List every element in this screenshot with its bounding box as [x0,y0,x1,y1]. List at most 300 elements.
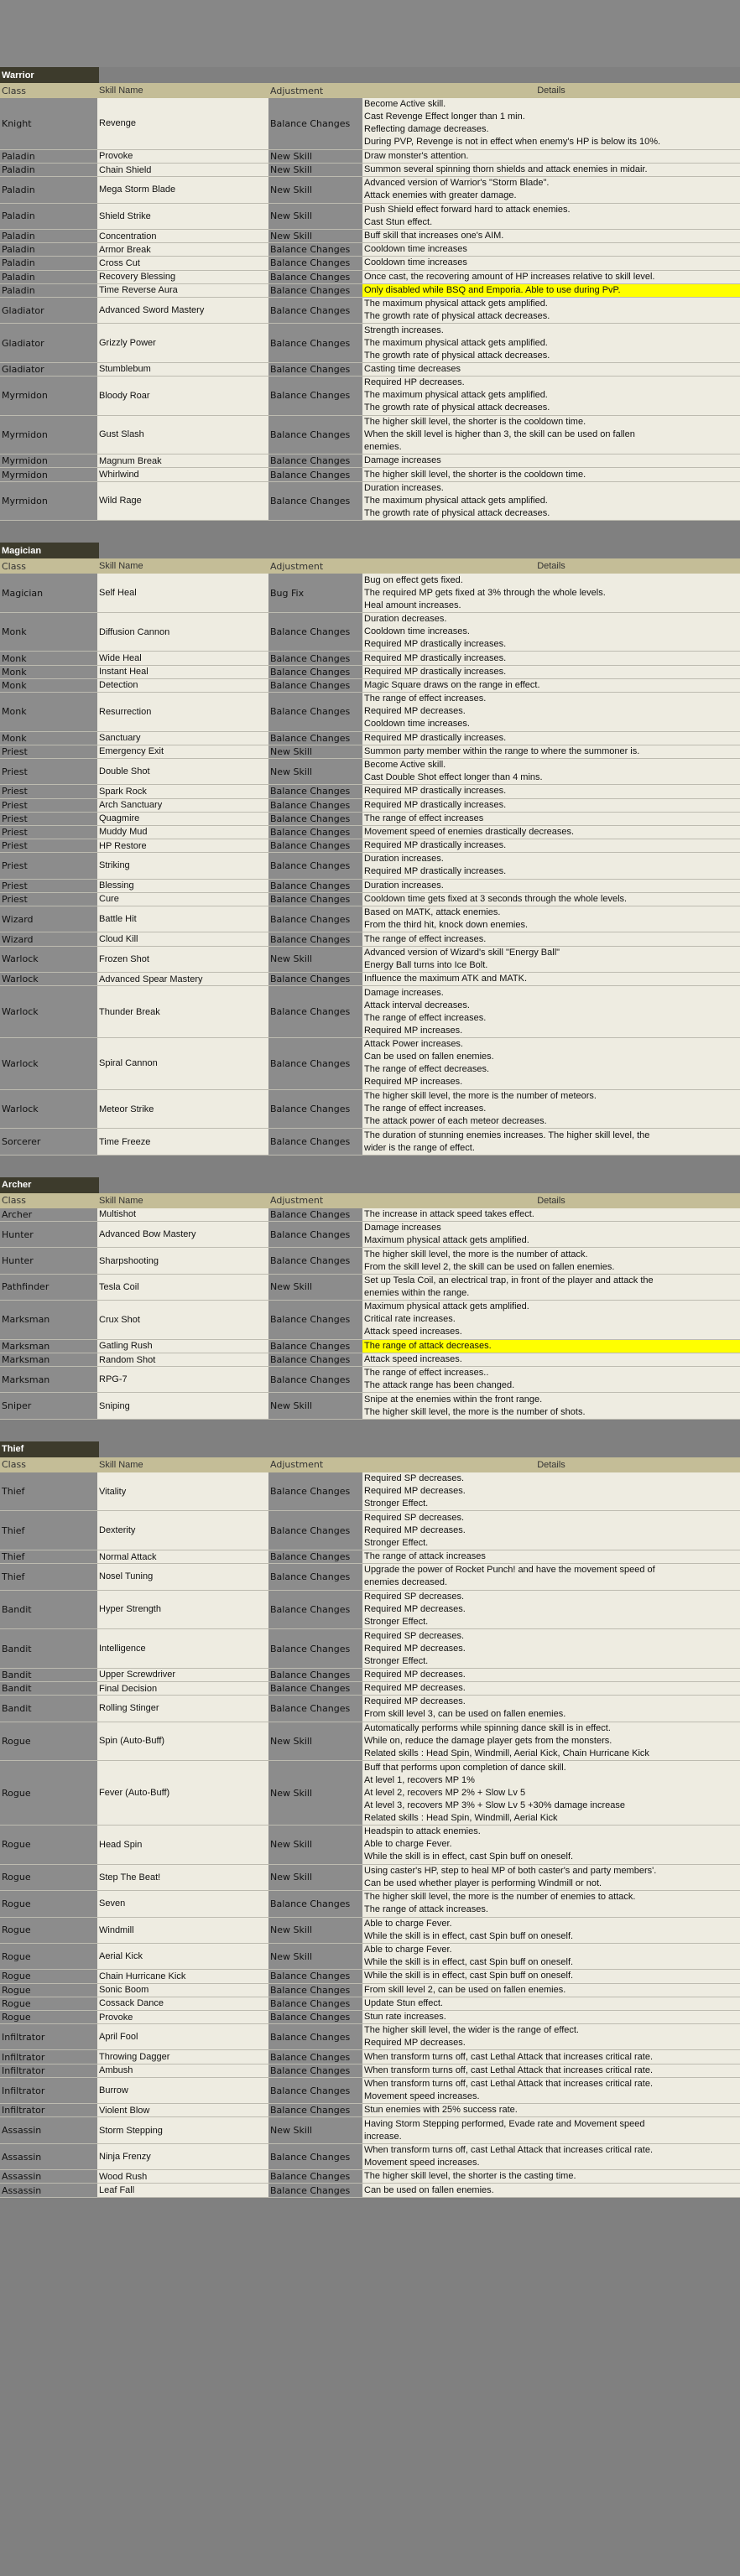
table-row [0,1301,740,1340]
details-cell [362,853,740,878]
table-row [0,693,740,732]
table-row [0,1826,740,1865]
class-cell: Wizard [0,932,97,945]
details-cell [362,377,740,415]
details-line: Cooldown time increases. [364,719,470,730]
skill-name-cell: Leaf Fall [97,2184,268,2196]
table-row [0,1944,740,1970]
details-line: Damage increases [364,455,441,466]
adjustment-cell: Balance Changes [268,799,362,812]
details-cell [362,257,740,269]
details-line: Related skills : Head Spin, Windmill, Aerial Kick, Chain Hurricane Kick [364,1748,649,1758]
details-cell [362,1918,740,1943]
section-bar-fill [99,1177,740,1193]
class-cell: Warlock [0,973,97,985]
details-cell [362,468,740,480]
adjustment-cell: New Skill [268,1944,362,1969]
details-cell [362,2064,740,2077]
table-row [0,1340,740,1353]
details-line: The higher skill level, the shorter is the cooldown time. [364,469,586,480]
class-cell: Assassin [0,2184,97,2196]
adjustment-cell: Balance Changes [268,785,362,797]
table-row [0,230,740,243]
class-cell: Myrmidon [0,416,97,454]
table-row [0,1761,740,1826]
skill-name-cell: Spark Rock [97,785,268,797]
details-line: The range of effect increases. [364,933,487,944]
table-row [0,932,740,946]
details-cell [362,1629,740,1668]
adjustment-cell: Balance Changes [268,482,362,521]
details-line: Movement speed increases. [364,2091,480,2102]
skill-name-cell: Instant Heal [97,666,268,678]
details-line: Cast Revenge Effect longer than 1 min. [364,112,525,122]
header-skill: Skill Name [97,1193,268,1208]
details-cell [362,2117,740,2142]
details-cell [362,98,740,149]
adjustment-cell: New Skill [268,947,362,972]
table-row [0,1891,740,1917]
class-cell: Warlock [0,1090,97,1129]
details-line: Duration increases. [364,854,444,865]
top-banner [0,0,740,67]
table-row [0,284,740,298]
skill-name-cell: Sanctuary [97,732,268,745]
details-cell [362,906,740,932]
class-cell: Warlock [0,947,97,972]
details-line: Stronger Effect. [364,1616,429,1627]
details-cell [362,893,740,906]
table-row [0,468,740,481]
skill-name-cell: Whirlwind [97,468,268,480]
details-line: Required MP drastically increases. [364,652,507,663]
details-line: Bug on effect gets fixed. [364,574,463,585]
details-line: Advanced version of Warrior's "Storm Blade". [364,178,550,189]
details-cell [362,652,740,664]
class-cell: Infiltrator [0,2050,97,2063]
table-row [0,1696,740,1722]
details-cell [362,1722,740,1761]
details-line: Can be used whether player is performing Windmill or not. [364,1877,602,1888]
table-row [0,2050,740,2064]
details-line: Required MP drastically increases. [364,666,507,677]
class-cell: Rogue [0,1970,97,1982]
details-line: Having Storm Stepping performed, Evade rate and Movement speed [364,2118,645,2129]
class-cell: Bandit [0,1682,97,1695]
details-line: Required SP decreases. [364,1473,465,1484]
skill-name-cell: Arch Sanctuary [97,799,268,812]
skill-name-cell: Bloody Roar [97,377,268,415]
skill-name-cell: Cross Cut [97,257,268,269]
header-adjustment: Adjustment [268,558,362,574]
details-cell [362,839,740,852]
details-line: Only disabled while BSQ and Emporia. Able to use during PvP. [364,284,621,295]
details-line: The range of effect decreases. [364,1064,489,1075]
adjustment-cell: Balance Changes [268,1301,362,1339]
table-header [0,558,740,574]
details-line: At level 2, recovers MP 2% + Slow Lv 5 [364,1787,526,1798]
details-cell [362,416,740,454]
details-cell [362,284,740,297]
class-cell: Myrmidon [0,468,97,480]
table-row [0,893,740,906]
class-cell: Priest [0,759,97,784]
details-cell [362,298,740,323]
adjustment-cell: Balance Changes [268,363,362,376]
skill-name-cell: Ninja Frenzy [97,2144,268,2169]
class-cell: Paladin [0,204,97,229]
class-cell: Assassin [0,2144,97,2169]
details-line: Required MP decreases. [364,706,466,717]
adjustment-cell: Balance Changes [268,1511,362,1550]
details-cell [362,1984,740,1997]
adjustment-cell: Balance Changes [268,813,362,825]
details-cell [362,574,740,612]
details-line: The growth rate of physical attack decreases. [364,402,550,413]
table-row [0,2144,740,2170]
skill-name-cell: Advanced Spear Mastery [97,973,268,985]
skill-name-cell: Seven [97,1891,268,1916]
section-spacer [0,1420,740,1441]
class-cell: Rogue [0,1826,97,1864]
adjustment-cell: Balance Changes [268,1984,362,1997]
adjustment-cell: Balance Changes [268,880,362,892]
class-cell: Gladiator [0,324,97,362]
adjustment-cell: Balance Changes [268,1129,362,1154]
skill-name-cell: Gatling Rush [97,1340,268,1353]
class-cell: Archer [0,1208,97,1221]
table-row [0,204,740,230]
table-row [0,1997,740,2011]
details-line: The higher skill level, the shorter is the casting time. [364,2171,576,2182]
class-cell: Paladin [0,230,97,242]
table-row [0,1722,740,1762]
header-adjustment: Adjustment [268,83,362,98]
header-class: Class [0,1457,97,1472]
class-cell: Monk [0,732,97,745]
class-cell: Bandit [0,1696,97,1721]
skill-name-cell: Upper Screwdriver [97,1669,268,1681]
table-row [0,1090,740,1130]
table-row [0,2078,740,2104]
adjustment-cell: New Skill [268,204,362,229]
details-line: Maximum physical attack gets amplified. [364,1235,529,1246]
adjustment-cell: Balance Changes [268,2011,362,2023]
adjustment-cell: New Skill [268,1865,362,1890]
details-cell [362,271,740,283]
adjustment-cell: Balance Changes [268,906,362,932]
details-line: Cooldown time increases. [364,626,470,637]
adjustment-cell: Balance Changes [268,243,362,256]
details-line: The increase in attack speed takes effect. [364,1208,534,1219]
details-line: Duration decreases. [364,614,447,625]
details-line: Cooldown time increases [364,257,467,268]
class-cell: Priest [0,785,97,797]
details-cell [362,2170,740,2183]
adjustment-cell: Balance Changes [268,2170,362,2183]
table-row [0,2184,740,2197]
adjustment-cell: New Skill [268,164,362,176]
header-class: Class [0,1193,97,1208]
details-line: Required MP drastically increases. [364,799,507,810]
details-line: At level 3, recovers MP 3% + Slow Lv 5 +30% damage increase [364,1800,626,1810]
adjustment-cell: New Skill [268,230,362,242]
details-cell [362,1301,740,1339]
skill-name-cell: Sonic Boom [97,1984,268,1997]
class-cell: Priest [0,813,97,825]
details-line: Cast Double Shot effect longer than 4 mins. [364,772,543,783]
details-line: The growth rate of physical attack decreases. [364,311,550,322]
table-row [0,1629,740,1669]
details-cell [362,1472,740,1511]
table-row [0,243,740,257]
skill-name-cell: Tesla Coil [97,1275,268,1300]
details-line: Required MP increases. [364,1025,463,1036]
class-cell: Rogue [0,1918,97,1943]
details-cell [362,164,740,176]
details-line: Stronger Effect. [364,1498,429,1509]
details-line: Attack interval decreases. [364,1000,470,1010]
details-cell [362,679,740,692]
table-row [0,1918,740,1944]
table-row [0,1550,740,1564]
class-cell: Myrmidon [0,454,97,467]
table-row [0,880,740,893]
skill-name-cell: Concentration [97,230,268,242]
skill-name-cell: Storm Stepping [97,2117,268,2142]
section-bar-fill [99,1441,740,1457]
details-line: The maximum physical attack gets amplified. [364,337,548,348]
class-cell: Priest [0,826,97,839]
adjustment-cell: Balance Changes [268,1891,362,1916]
skill-name-cell: Sniping [97,1393,268,1418]
details-line: Become Active skill. [364,99,446,110]
adjustment-cell: Balance Changes [268,986,362,1037]
skill-name-cell: Nosel Tuning [97,1564,268,1589]
details-line: Required MP decreases. [364,1524,466,1535]
table-row [0,826,740,839]
adjustment-cell: Bug Fix [268,574,362,612]
table-row [0,1353,740,1367]
details-line: Required MP decreases. [364,1603,466,1614]
skill-name-cell: Self Heal [97,574,268,612]
header-adjustment: Adjustment [268,1193,362,1208]
class-cell: Hunter [0,1248,97,1273]
details-line: enemies within the range. [364,1287,470,1298]
table-header [0,1193,740,1208]
section-spacer [0,1156,740,1177]
table-row [0,2024,740,2050]
details-line: Once cast, the recovering amount of HP increases relative to skill level. [364,271,655,282]
class-cell: Monk [0,613,97,652]
details-cell [362,1970,740,1982]
skill-name-cell: Muddy Mud [97,826,268,839]
skill-name-cell: Ambush [97,2064,268,2077]
table-row [0,1208,740,1222]
adjustment-cell: New Skill [268,1918,362,1943]
details-cell [362,1865,740,1890]
class-cell: Priest [0,799,97,812]
skill-name-cell: Advanced Bow Mastery [97,1222,268,1247]
skill-name-cell: Gust Slash [97,416,268,454]
skill-name-cell: Wild Rage [97,482,268,521]
details-line: When transform turns off, cast Lethal Attack that increases critical rate. [364,2145,654,2156]
skill-name-cell: Cossack Dance [97,1997,268,2010]
details-cell [362,745,740,758]
details-line: increase. [364,2131,402,2142]
header-skill: Skill Name [97,83,268,98]
details-line: Attack enemies with greater damage. [364,190,517,201]
details-cell [362,204,740,229]
details-cell [362,1129,740,1154]
details-line: Required MP decreases. [364,1683,466,1694]
skill-name-cell: Provoke [97,150,268,163]
adjustment-cell: Balance Changes [268,1090,362,1129]
skill-name-cell: Meteor Strike [97,1090,268,1129]
adjustment-cell: Balance Changes [268,1038,362,1089]
adjustment-cell: Balance Changes [268,1340,362,1353]
class-cell: Myrmidon [0,482,97,521]
adjustment-cell: Balance Changes [268,416,362,454]
skill-name-cell: Throwing Dagger [97,2050,268,2063]
details-line: While the skill is in effect, cast Spin buff on oneself. [364,1930,574,1941]
skill-name-cell: Spiral Cannon [97,1038,268,1089]
table-row [0,652,740,665]
class-cell: Paladin [0,243,97,256]
table-row [0,1129,740,1155]
header-adjustment: Adjustment [268,1457,362,1472]
class-cell: Rogue [0,1944,97,1969]
header-details: Details [362,1193,740,1208]
details-line: The range of attack increases. [364,1904,488,1915]
details-cell [362,732,740,745]
details-line: The duration of stunning enemies increases. The higher skill level, the [364,1130,650,1140]
adjustment-cell: Balance Changes [268,2104,362,2116]
details-line: The growth rate of physical attack decreases. [364,350,550,361]
details-line: From skill level 2, can be used on fallen enemies. [364,1984,566,1995]
skill-name-cell: Aerial Kick [97,1944,268,1969]
class-cell: Gladiator [0,363,97,376]
table-row [0,1393,740,1419]
skill-name-cell: Double Shot [97,759,268,784]
adjustment-cell: Balance Changes [268,1682,362,1695]
class-cell: Rogue [0,1984,97,1997]
details-line: The range of effect increases. [364,693,487,704]
adjustment-cell: Balance Changes [268,1669,362,1681]
details-line: Stun rate increases. [364,2012,446,2022]
details-line: The growth rate of physical attack decreases. [364,507,550,518]
adjustment-cell: Balance Changes [268,1353,362,1366]
adjustment-cell: Balance Changes [268,284,362,297]
table-row [0,613,740,652]
class-cell: Marksman [0,1301,97,1339]
details-cell [362,2184,740,2196]
details-line: Attack speed increases. [364,1327,462,1337]
details-line: Duration increases. [364,880,444,891]
adjustment-cell: Balance Changes [268,932,362,945]
details-line: When transform turns off, cast Lethal Attack that increases critical rate. [364,2051,654,2062]
section-bar-warrior [0,67,740,83]
table-row [0,1275,740,1301]
adjustment-cell: Balance Changes [268,98,362,149]
adjustment-cell: Balance Changes [268,468,362,480]
details-line: Able to charge Fever. [364,1918,452,1929]
details-line: The higher skill level, the more is the number of enemies to attack. [364,1892,636,1903]
details-line: Required MP decreases. [364,1643,466,1654]
details-line: When the skill level is higher than 3, the skill can be used on fallen [364,428,635,439]
details-line: Damage increases [364,1223,441,1233]
details-line: The maximum physical attack gets amplified. [364,390,548,401]
header-details: Details [362,558,740,574]
skill-name-cell: Crux Shot [97,1301,268,1339]
class-cell: Rogue [0,1865,97,1890]
class-cell: Infiltrator [0,2104,97,2116]
details-cell [362,693,740,731]
details-line: Based on MATK, attack enemies. [364,907,501,918]
details-cell [362,1208,740,1221]
details-cell [362,1696,740,1721]
details-cell [362,1826,740,1864]
adjustment-cell: Balance Changes [268,2064,362,2077]
skill-name-cell: Striking [97,853,268,878]
class-cell: Paladin [0,284,97,297]
adjustment-cell: Balance Changes [268,1564,362,1589]
details-line: Heal amount increases. [364,600,461,610]
details-line: Attack Power increases. [364,1039,463,1050]
adjustment-cell: Balance Changes [268,1472,362,1511]
details-line: While the skill is in effect, cast Spin buff on oneself. [364,1971,574,1981]
table-row [0,1984,740,1997]
table-row [0,785,740,798]
details-cell [362,799,740,812]
details-line: Required MP drastically increases. [364,840,507,851]
details-line: Able to charge Fever. [364,1945,452,1955]
skill-name-cell: Mega Storm Blade [97,177,268,202]
details-cell [362,759,740,784]
class-cell: Assassin [0,2117,97,2142]
table-row [0,574,740,613]
adjustment-cell: New Skill [268,150,362,163]
details-cell [362,2104,740,2116]
details-line: Attack speed increases. [364,1354,462,1364]
adjustment-cell: New Skill [268,1275,362,1300]
details-line: The range of effect increases. [364,1104,487,1114]
skill-name-cell: Normal Attack [97,1550,268,1563]
table-row [0,1682,740,1696]
skill-name-cell: Stumblebum [97,363,268,376]
details-line: Movement speed of enemies drastically decreases. [364,826,575,837]
skill-name-cell: Time Freeze [97,1129,268,1154]
patch-notes-sheet [0,67,740,2198]
adjustment-cell: Balance Changes [268,1208,362,1221]
details-line: Update Stun effect. [364,1997,443,2008]
details-line: The higher skill level, the more is the number of attack. [364,1249,588,1259]
table-row [0,363,740,377]
class-cell: Knight [0,98,97,149]
class-cell: Priest [0,893,97,906]
details-cell [362,986,740,1037]
skill-name-cell: Sharpshooting [97,1248,268,1273]
details-line: The higher skill level, the shorter is the cooldown time. [364,416,586,427]
details-line: Required MP decreases. [364,1486,466,1497]
skill-name-cell: Dexterity [97,1511,268,1550]
details-cell [362,150,740,163]
table-row [0,947,740,973]
class-cell: Monk [0,679,97,692]
adjustment-cell: Balance Changes [268,1248,362,1273]
skill-name-cell: Intelligence [97,1629,268,1668]
adjustment-cell: Balance Changes [268,1696,362,1721]
